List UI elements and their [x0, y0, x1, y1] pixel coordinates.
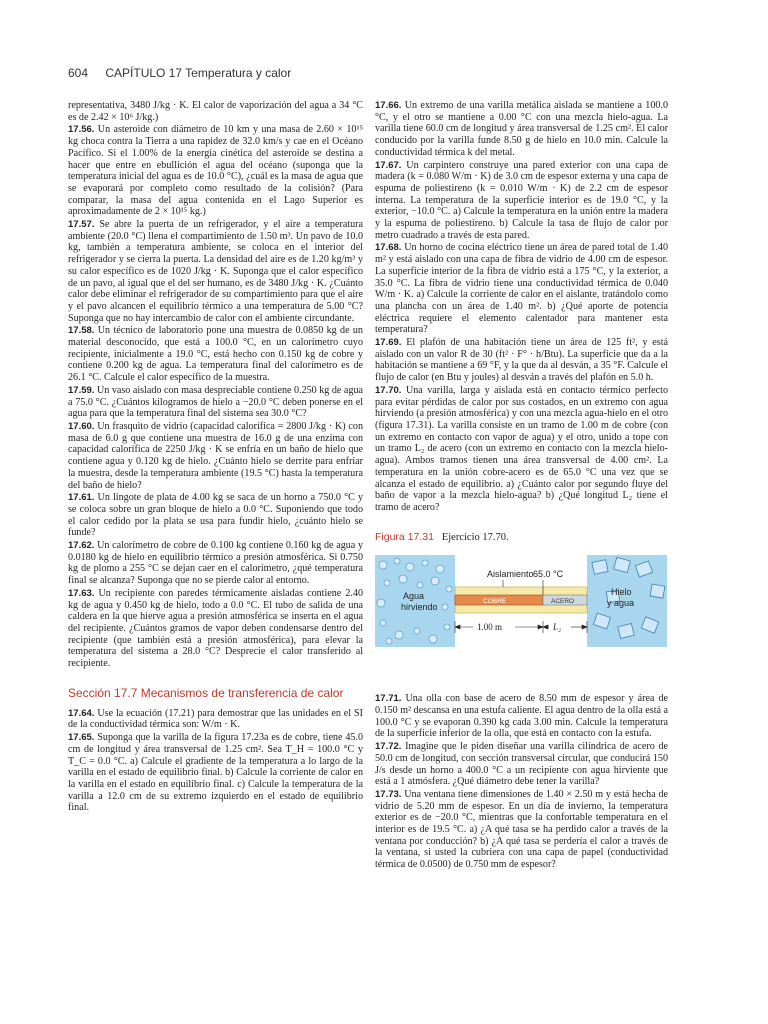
problem-number: 17.68. [375, 242, 402, 254]
problem-text: Use la ecuación (17.21) para demostrar que las unidades en el SI de la conductividad térmica son: W/m · K. [68, 707, 363, 731]
problem-paragraph [375, 100, 668, 159]
steel-length-label: L₂ [553, 622, 562, 633]
problem-paragraph [68, 540, 363, 587]
section-heading: Sección 17.7 Mecanismos de transferencia de calor [68, 685, 344, 700]
problem-text: Un frasquito de vidrio (capacidad calorífica = 2800 J/kg · K) con masa de 6.0 g que contiene una muestra de 16.0 g de una enzima con capacidad calorífica de 2250 J/kg · K se enfría en un baño de hielo que contiene agua y 0.120 kg de hielo. ¿Cuánto hielo se derrite para enfriar la muestra, desde la temperatura ambiente (19.5 °C) hasta la temperatura del baño de hielo? [68, 420, 363, 491]
problem-paragraph [68, 492, 363, 539]
problem-text: Un vaso aislado con masa despreciable contiene 0.250 kg de agua a 75.0 °C. ¿Cuántos kilogramos de hielo a −20.0 °C deben ponerse en el agua para que la temperatura final del sistema sea 30.0 °C? [68, 384, 363, 420]
problem-paragraph [68, 219, 363, 324]
copper-label: COBRE [483, 598, 507, 606]
problem-number: 17.56. [68, 124, 95, 136]
problem-text: Una olla con base de acero de 8.50 mm de espesor y área de 0.150 m² descansa en una estufa caliente. El agua dentro de la olla está a 100.0 °C y se evaporan 0.390 kg cada 3.00 min. Calcule la temperatura de la superficie inferior de la olla, que está en contacto con la estufa. [375, 693, 668, 740]
right-column [375, 100, 668, 872]
problem-text: Un técnico de laboratorio pone una muestra de 0.0850 kg de un material desconocido, que está a 100.0 °C, en un calorímetro cuyo recipiente, inicialmente a 19.0 °C, está hecho con 0.150 kg de cobre y contiene 0.200 kg de agua. La temperatura final del calorímetro es de 26.1 °C. Calcule el calor específico de la muestra. [68, 325, 363, 384]
problem-text: Un extremo de una varilla metálica aislada se mantiene a 100.0 °C, y el otro se mantiene a 0.00 °C con una mezcla hielo-agua. La varilla tiene 60.0 cm de longitud y área transversal de 1.25 cm². El calor conducido por la varilla funde 8.50 g de hielo en 10.0 min. Calcule la conductividad térmica k del metal. [375, 100, 669, 158]
problem-text: El plafón de una habitación tiene un área de 125 ft², y está aislado con un valor R de 30 (ft² · F° · h/Btu). La superficie que da a la habitación se mantiene a 69 °F, y la que da al desván, a 35 °F. Calcule el flujo de calor (en Btu y joules) al desván a través del plafón en 5.0 h. [375, 337, 668, 384]
problem-number: 17.58. [68, 325, 95, 337]
problem-number: 17.67. [375, 159, 402, 171]
left-column [68, 100, 363, 815]
ice-label-2: y agua [607, 598, 635, 609]
figure-caption-text: Ejercicio 17.70. [441, 531, 509, 543]
figure-caption [375, 532, 668, 544]
page-number: 604 [68, 66, 89, 80]
figure-diagram [375, 555, 667, 665]
problem-text: Un carpintero construye una pared exterior con una capa de madera (k = 0.080 W/m · K) de 3.0 cm de espesor externa y una capa de espuma de poliestireno (k = 0.010 W/m · K) de 2.2 cm de espesor interna. La temperatura de la superficie interior es de 19.0 °C, y la exterior, −10.0 °C. a) Calcule la temperatura en la unión entre la madera y la espuma de poliestireno. b) Calcule la tasa de flujo de calor por metro cuadrado a través de esta pared. [375, 159, 668, 241]
problem-paragraph [68, 588, 363, 670]
problem-number: 17.66. [375, 100, 402, 111]
problem-number: 17.63. [68, 587, 95, 599]
figure-17-31 [375, 555, 667, 665]
problem-number: 17.59. [68, 384, 95, 396]
problem-text: Se abre la puerta de un refrigerador, y el aire a temperatura ambiente (20.0 °C) llena el compartimiento de 1.50 m³. Un pavo de 10.0 kg, también a temperatura ambiente, se coloca en el interior del refrigerador y se cierra la puerta. La densidad del aire es de 1.20 kg/m³ y su calor específico es de 1020 J/kg · K. Suponga que el calor específico de un pavo, al igual que el del ser humano, es de 3480 J/kg · K. ¿Cuánto calor debe eliminar el refrigerador de su compartimiento para que el aire y el pavo alcancen el equilibrio térmico a una temperatura de 5.00 °C? Suponga que no hay intercambio de calor con el ambiente circundante. [68, 219, 363, 324]
problem-number: 17.57. [68, 219, 95, 231]
problem-paragraph [375, 160, 668, 242]
problem-number: 17.71. [375, 693, 402, 705]
problem-text: Suponga que la varilla de la figura 17.23a es de cobre, tiene 45.0 cm de longitud y área transversal de 1.25 cm². Sea T_H = 100.0 °C y T_C = 0.0 °C. a) Calcule el gradiente de la temperatura a lo largo de la varilla en el estado de equilibrio final. b) Calcule la corriente de calor en la varilla en el estado en equilibrio final. c) Calcule la temperatura de la varilla a 12.0 cm de su extremo izquierdo en el estado de equilibrio final. [68, 732, 363, 814]
problem-number: 17.60. [68, 420, 95, 432]
problem-number: 17.62. [68, 540, 95, 552]
problem-text: Un lingote de plata de 4.00 kg se saca de un horno a 750.0 °C y se coloca sobre un gran bloque de hielo a 0.0 °C. Suponiendo que todo el calor cedido por la plata se usa para fundir hielo, ¿cuánto hielo se funde? [68, 492, 363, 539]
problem-paragraph [375, 242, 668, 336]
problem-paragraph [375, 789, 668, 871]
problem-paragraph [68, 124, 363, 218]
figure-label: Figura 17.31 [375, 530, 434, 543]
problem-number: 17.64. [68, 707, 95, 719]
problem-text: Un recipiente con paredes térmicamente aisladas contiene 2.40 kg de agua y 0.450 kg de hielo, todo a 0.0 °C. El tubo de salida de una caldera en la que hierve agua a presión atmosférica se inserta en el agua del recipiente. ¿Cuántos gramos de vapor deben condensarse dentro del recipiente (que también está a presión atmosférica), para elevar la temperatura del sistema a 28.0 °C? Desprecie el calor transferido al recipiente. [68, 587, 363, 670]
problem-text: Una varilla, larga y aislada está en contacto térmico perfecto para evitar pérdidas de calor por sus costados, en un extremo con agua hirviendo (a presión atmosférica) y con una mezcla agua-hielo en el otro (figura 17.31). La varilla consiste en un tramo de 1.00 m de cobre (con un extremo en contacto con vapor de agua) y el otro, unido a tope con un tramo L₂ de acero (con un extremo en contacto con la mezcla hielo-agua). Ambos tramos tienen una área transversal de 4.00 cm². La temperatura en la unión cobre-acero es de 65.0 °C una vez que se alcanza el estado de equilibrio. a) ¿Cuánto calor por segundo fluye del baño de vapor a la mezcla hielo-agua? b) ¿Qué longitud L₂ tiene el tramo de acero? [375, 384, 668, 513]
problem-number: 17.69. [375, 337, 402, 349]
problem-number: 17.61. [68, 492, 95, 504]
page-header [68, 66, 708, 80]
copper-length-label: 1.00 m [477, 622, 503, 633]
problem-paragraph [375, 337, 668, 384]
problem-text: Una ventana tiene dimensiones de 1.40 × 2.50 m y está hecha de vidrio de 5.20 mm de espesor. En un día de invierno, la temperatura exterior es de −20.0 °C, mientras que la confortable temperatura en el interior es de 19.5 °C. a) ¿A qué tasa se ha perdido calor a través de la ventana por conducción? b) ¿A qué tasa se perdería el calor a través de la ventana, si usted la cubriera con una capa de papel (conductividad térmica de 0.0500) de 0.750 mm de espesor? [375, 788, 668, 871]
junction-temp-label: 65.0 °C [533, 569, 564, 580]
problem-number: 17.73. [375, 788, 402, 800]
problem-text: representativa, 3480 J/kg · K. El calor de vaporización del agua a 34 °C es de 2.42 × 10⁶ J/kg.) [68, 100, 363, 123]
problem-paragraph [375, 693, 668, 740]
problem-text: Un horno de cocina eléctrico tiene un área de pared total de 1.40 m² y está aislado con una capa de fibra de vidrio de 4.00 cm de espesor. La superficie interior de la fibra de vidrio está a 175 °C, y la exterior, a 35.0 °C. La fibra de vidrio tiene una conductividad térmica de 0.040 W/m · K. a) Calcule la corriente de calor en el aislante, tratándolo como una plancha con un área de 1.40 m². b) ¿Qué aporte de potencia eléctrica requiere el elemento calentador para mantener esta temperatura? [375, 242, 668, 336]
chapter-title: CAPÍTULO 17 Temperatura y calor [105, 66, 292, 80]
problem-paragraph [68, 385, 363, 420]
insulation-label: Aislamiento [487, 569, 534, 580]
dimension-arrows [455, 621, 587, 633]
problem-text: Un asteroide con diámetro de 10 km y una masa de 2.60 × 10¹⁵ kg choca contra la Tierra a una rapidez de 32.0 km/s y cae en el Océano Pacífico. Si el 1.00% de la energía cinética del asteroide se destina a hacer que entre en ebullición el agua del océano (suponga que la temperatura inicial del agua es de 10.0 °C), ¿cuál es la masa de agua que se evaporará por completo como resultado de la colisión? (Para comparar, la masa del agua contenida en el Lago Superior es aproximadamente de 2 × 10¹⁵ kg.) [68, 124, 363, 218]
problem-paragraph [68, 325, 363, 384]
steel-label: ACERO [551, 598, 575, 606]
boiling-label-2: hirviendo [401, 602, 438, 613]
problem-number: 17.65. [68, 732, 95, 744]
problem-paragraph [68, 100, 363, 123]
problem-number: 17.70. [375, 384, 402, 396]
problem-text: Imagine que le piden diseñar una varilla cilíndrica de acero de 50.0 cm de longitud, con sección transversal circular, que conducirá 150 J/s desde un horno a 400.0 °C a un recipiente con agua hirviente que está a 1 atmósfera. ¿Qué diámetro debe tener la varilla? [375, 741, 668, 788]
problem-paragraph [68, 421, 363, 491]
boiling-label-1: Agua [403, 591, 425, 602]
problem-number: 17.72. [375, 741, 402, 753]
problem-paragraph [375, 385, 668, 514]
problem-text: Un calorímetro de cobre de 0.100 kg contiene 0.160 kg de agua y 0.0180 kg de hielo en equilibrio térmico a presión atmosférica. Si 0.750 kg de plomo a 255 °C se dejan caer en el calorímetro, ¿qué temperatura final se alcanza? Suponga que no se pierde calor al entorno. [68, 540, 363, 587]
ice-label-1: Hielo [611, 587, 632, 598]
problem-paragraph [68, 732, 363, 814]
problem-paragraph [375, 741, 668, 788]
problem-paragraph [68, 708, 363, 731]
